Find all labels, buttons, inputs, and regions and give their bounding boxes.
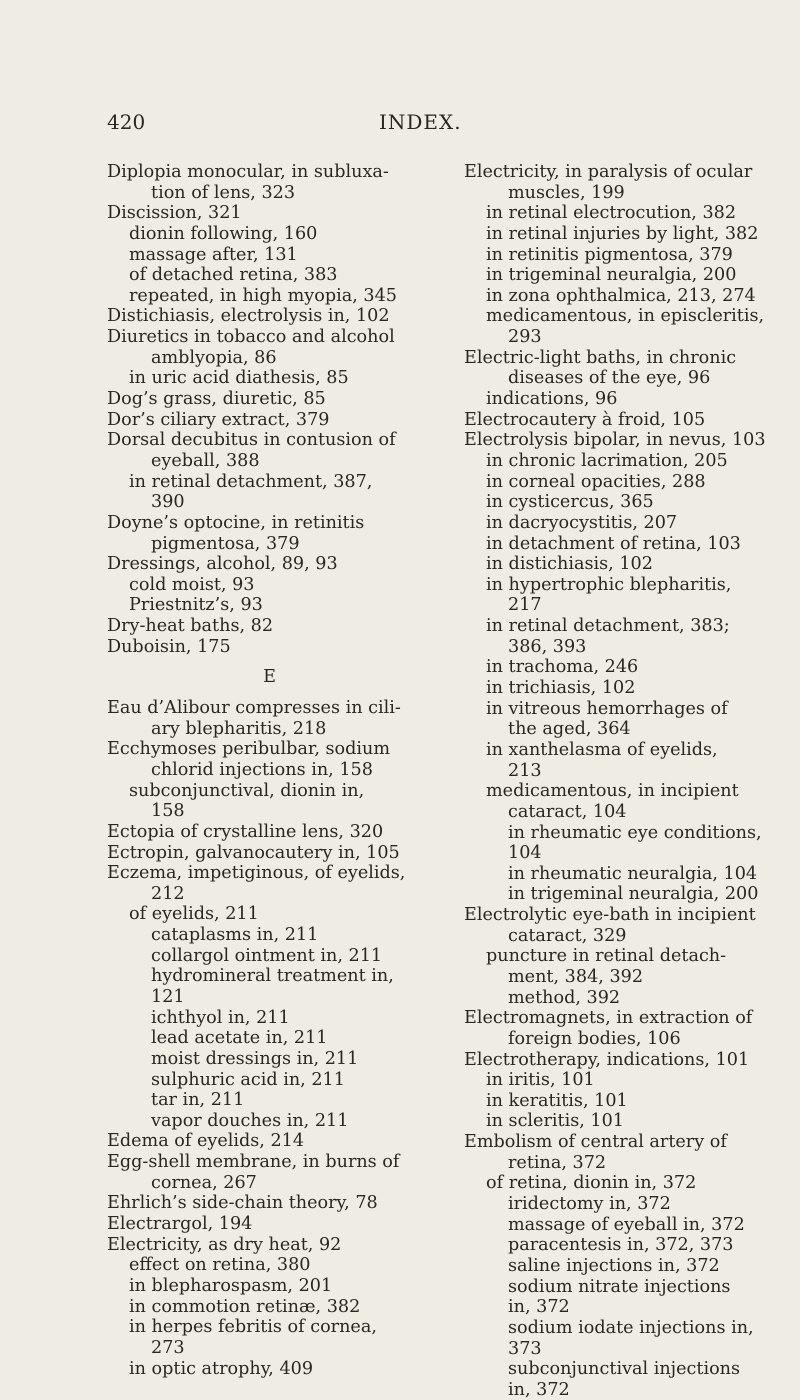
index-subentry: cataract, 104 bbox=[508, 801, 627, 822]
index-subentry: in scleritis, 101 bbox=[486, 1111, 625, 1132]
index-entry: Diuretics in tobacco and alcohol bbox=[107, 327, 395, 348]
index-subentry: in detachment of retina, 103 bbox=[486, 533, 741, 554]
index-subentry: massage of eyeball in, 372 bbox=[508, 1214, 745, 1235]
index-subentry: Priestnitz’s, 93 bbox=[129, 595, 263, 616]
index-subentry: in herpes febritis of cornea, bbox=[129, 1317, 377, 1338]
index-entry: Discission, 321 bbox=[107, 203, 242, 224]
page-header bbox=[107, 108, 707, 136]
index-subentry: sodium nitrate injections bbox=[508, 1276, 731, 1297]
index-subentry: massage after, 131 bbox=[129, 244, 298, 265]
index-entry: Dry-heat baths, 82 bbox=[107, 616, 274, 637]
index-subentry: in chronic lacrimation, 205 bbox=[486, 450, 728, 471]
index-subentry: tar in, 211 bbox=[151, 1090, 245, 1111]
entries-e-continued bbox=[464, 162, 800, 1400]
index-entry: Diplopia monocular, in subluxa- bbox=[107, 162, 389, 182]
index-subentry: in distichiasis, 102 bbox=[486, 554, 653, 575]
index-subentry: in hypertrophic blepharitis, bbox=[486, 574, 732, 595]
index-subentry: in rheumatic neuralgia, 104 bbox=[508, 863, 758, 884]
index-subentry: foreign bodies, 106 bbox=[508, 1028, 681, 1049]
index-subentry: in trigeminal neuralgia, 200 bbox=[508, 884, 759, 905]
index-subentry: in rheumatic eye conditions, bbox=[508, 822, 762, 843]
index-entry: Dog’s grass, diuretic, 85 bbox=[107, 389, 326, 410]
index-subentry: hydromineral treatment in, bbox=[151, 966, 394, 987]
index-subentry: in optic atrophy, 409 bbox=[129, 1358, 314, 1379]
index-subentry: in blepharospasm, 201 bbox=[129, 1275, 333, 1296]
index-subentry: retina, 372 bbox=[508, 1152, 607, 1173]
index-subentry: indications, 96 bbox=[486, 389, 618, 410]
index-subentry: in retinal injuries by light, 382 bbox=[486, 223, 759, 244]
index-subentry: puncture in retinal detach- bbox=[486, 946, 727, 967]
index-entry: Electrolysis bipolar, in nevus, 103 bbox=[464, 430, 766, 451]
index-entry: Electric-light baths, in chronic bbox=[464, 347, 737, 368]
index-subentry: in zona ophthalmica, 213, 274 bbox=[486, 285, 756, 306]
index-column-right bbox=[464, 162, 800, 1400]
index-subentry: in, 372 bbox=[508, 1297, 570, 1318]
index-subentry: 273 bbox=[151, 1337, 185, 1358]
index-entry: Ectropin, galvanocautery in, 105 bbox=[107, 842, 400, 863]
index-subentry: 390 bbox=[151, 492, 185, 513]
index-entry: Electrocautery à froid, 105 bbox=[464, 409, 706, 430]
index-entry: Edema of eyelids, 214 bbox=[107, 1131, 305, 1152]
index-subentry: ary blepharitis, 218 bbox=[151, 718, 327, 739]
index-subentry: of eyelids, 211 bbox=[129, 904, 259, 925]
index-entry: Electromagnets, in extraction of bbox=[464, 1008, 753, 1029]
index-subentry: in cysticercus, 365 bbox=[486, 492, 654, 513]
index-subentry: chlorid injections in, 158 bbox=[151, 759, 373, 780]
index-subentry: tion of lens, 323 bbox=[151, 182, 296, 203]
index-entry: Distichiasis, electrolysis in, 102 bbox=[107, 306, 390, 327]
index-entry: Eczema, impetiginous, of eyelids, bbox=[107, 863, 406, 884]
index-subentry: pigmentosa, 379 bbox=[151, 533, 300, 554]
index-subentry: sodium iodate injections in, bbox=[508, 1317, 754, 1338]
index-subentry: in iritis, 101 bbox=[486, 1070, 595, 1091]
index-entry: Doyne’s optocine, in retinitis bbox=[107, 512, 365, 533]
index-subentry: in uric acid diathesis, 85 bbox=[129, 368, 349, 389]
index-entry: Embolism of central artery of bbox=[464, 1132, 727, 1153]
index-subentry: 293 bbox=[508, 327, 542, 348]
index-subentry: 121 bbox=[151, 987, 185, 1007]
index-column-left bbox=[107, 162, 452, 1379]
index-entry: Dorsal decubitus in contusion of bbox=[107, 430, 396, 451]
index-subentry: in keratitis, 101 bbox=[486, 1090, 628, 1111]
index-subentry: diseases of the eye, 96 bbox=[508, 368, 711, 389]
index-subentry: ichthyol in, 211 bbox=[151, 1007, 290, 1028]
index-subentry: collargol ointment in, 211 bbox=[151, 945, 383, 966]
index-subentry: in xanthelasma of eyelids, bbox=[486, 739, 718, 760]
index-subentry: of detached retina, 383 bbox=[129, 265, 338, 286]
index-entry: Egg-shell membrane, in burns of bbox=[107, 1152, 400, 1173]
index-subentry: cold moist, 93 bbox=[129, 574, 255, 595]
index-entry: Ectopia of crystalline lens, 320 bbox=[107, 821, 384, 842]
index-entry: Electricity, as dry heat, 92 bbox=[107, 1234, 342, 1255]
index-subentry: 104 bbox=[508, 843, 542, 864]
index-entry: Electrotherapy, indications, 101 bbox=[464, 1049, 750, 1070]
index-subentry: in trigeminal neuralgia, 200 bbox=[486, 265, 737, 286]
index-subentry: moist dressings in, 211 bbox=[151, 1048, 359, 1069]
index-subentry: subconjunctival, dionin in, bbox=[129, 780, 365, 801]
entries-d-section bbox=[107, 162, 452, 657]
index-entry: Electrargol, 194 bbox=[107, 1214, 253, 1235]
index-entry: Ecchymoses peribulbar, sodium bbox=[107, 739, 391, 760]
index-subentry: subconjunctival injections bbox=[508, 1359, 741, 1380]
entries-e-section bbox=[107, 698, 452, 1379]
index-subentry: repeated, in high myopia, 345 bbox=[129, 285, 397, 306]
index-subentry: sulphuric acid in, 211 bbox=[151, 1069, 345, 1090]
index-subentry: 213 bbox=[508, 760, 542, 781]
index-subentry: effect on retina, 380 bbox=[129, 1255, 311, 1276]
index-entry: Eau d’Alibour compresses in cili- bbox=[107, 698, 401, 719]
page-number: 420 bbox=[107, 110, 146, 134]
index-subentry: eyeball, 388 bbox=[151, 450, 260, 471]
index-subentry: 386, 393 bbox=[508, 636, 587, 657]
index-entry: Ehrlich’s side-chain theory, 78 bbox=[107, 1193, 378, 1214]
index-subentry: medicamentous, in incipient bbox=[486, 781, 739, 802]
index-subentry: amblyopia, 86 bbox=[151, 347, 277, 368]
index-subentry: method, 392 bbox=[508, 987, 621, 1008]
index-entry: Dressings, alcohol, 89, 93 bbox=[107, 554, 338, 575]
index-subentry: cataplasms in, 211 bbox=[151, 925, 319, 946]
index-subentry: 373 bbox=[508, 1338, 542, 1359]
index-subentry: in trachoma, 246 bbox=[486, 657, 639, 678]
index-subentry: the aged, 364 bbox=[508, 719, 631, 740]
index-subentry: medicamentous, in episcleritis, bbox=[486, 306, 765, 327]
index-subentry: vapor douches in, 211 bbox=[151, 1110, 349, 1131]
index-subentry: in corneal opacities, 288 bbox=[486, 471, 706, 492]
index-subentry: saline injections in, 372 bbox=[508, 1255, 720, 1276]
index-subentry: 158 bbox=[151, 801, 185, 822]
index-subentry: in vitreous hemorrhages of bbox=[486, 698, 728, 719]
index-entry: Dor’s ciliary extract, 379 bbox=[107, 409, 330, 430]
index-subentry: iridectomy in, 372 bbox=[508, 1194, 671, 1215]
index-subentry: lead acetate in, 211 bbox=[151, 1028, 328, 1049]
index-subentry: paracentesis in, 372, 373 bbox=[508, 1235, 734, 1256]
index-subentry: in retinal detachment, 387, bbox=[129, 471, 373, 492]
index-subentry: dionin following, 160 bbox=[129, 223, 318, 244]
index-subentry: in retinal electrocution, 382 bbox=[486, 203, 737, 224]
index-subentry: in dacryocystitis, 207 bbox=[486, 512, 678, 533]
index-subentry: in, 372 bbox=[508, 1379, 570, 1400]
section-letter: E bbox=[263, 667, 276, 688]
index-subentry: of retina, dionin in, 372 bbox=[486, 1173, 697, 1194]
index-subentry: ment, 384, 392 bbox=[508, 966, 644, 987]
index-entry: Electricity, in paralysis of ocular bbox=[464, 162, 753, 182]
index-subentry: cataract, 329 bbox=[508, 925, 627, 946]
index-subentry: in retinitis pigmentosa, 379 bbox=[486, 244, 733, 265]
index-subentry: 217 bbox=[508, 595, 542, 616]
index-subentry: 212 bbox=[151, 883, 185, 904]
index-entry: Electrolytic eye-bath in incipient bbox=[464, 905, 756, 926]
index-subentry: in retinal detachment, 383; bbox=[486, 616, 730, 637]
running-title: INDEX. bbox=[379, 110, 462, 134]
index-subentry: cornea, 267 bbox=[151, 1172, 257, 1193]
index-subentry: in commotion retinæ, 382 bbox=[129, 1296, 361, 1317]
index-subentry: in trichiasis, 102 bbox=[486, 678, 636, 699]
index-subentry: muscles, 199 bbox=[508, 182, 625, 203]
index-entry: Duboisin, 175 bbox=[107, 636, 231, 657]
